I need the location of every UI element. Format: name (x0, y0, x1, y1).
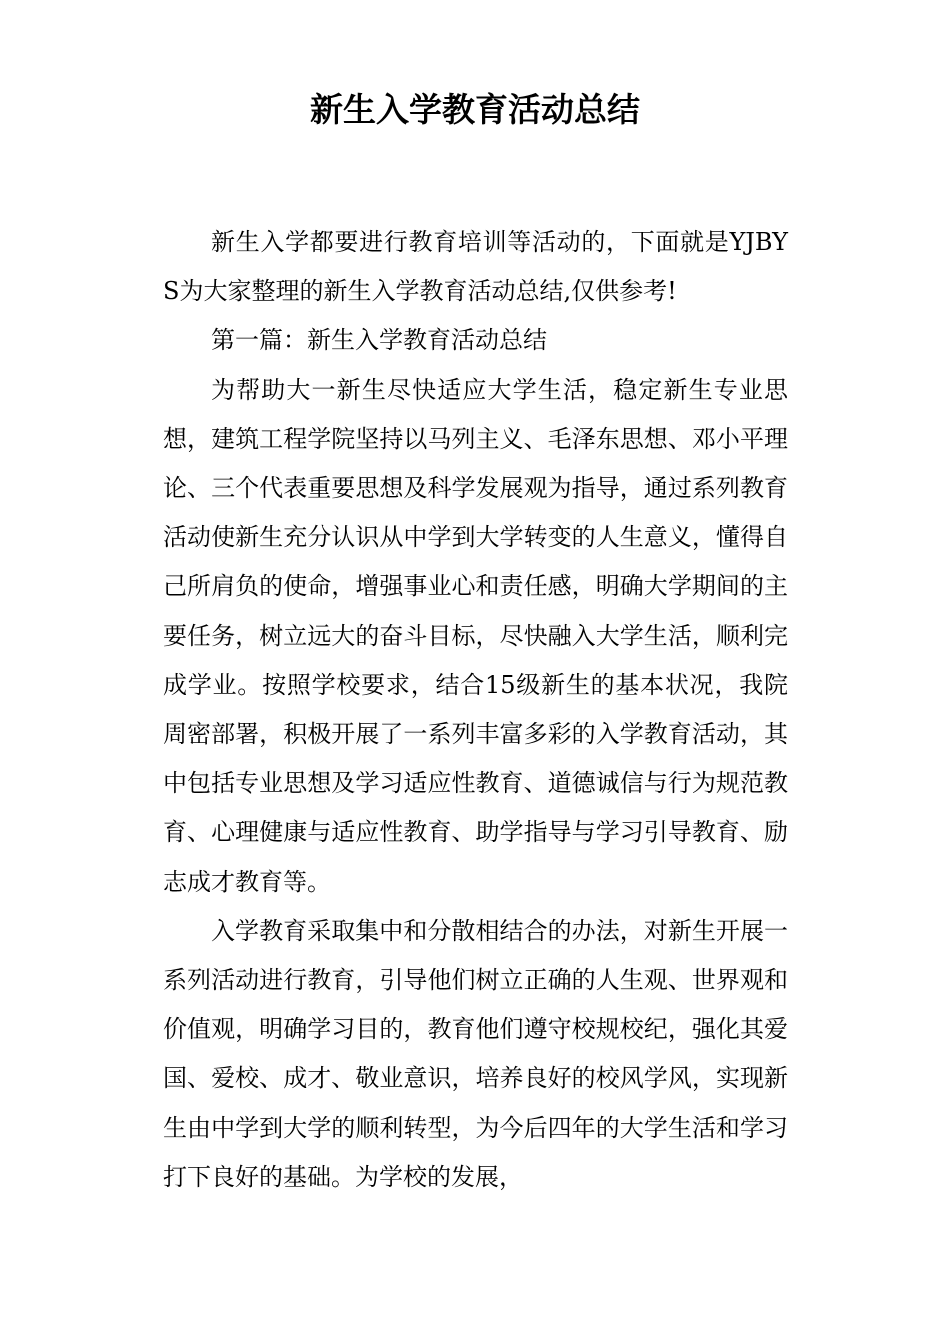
intro-paragraph: 新生入学都要进行教育培训等活动的，下面就是YJBYS为大家整理的新生入学教育活动总结,仅供参考! (163, 228, 788, 306)
body-paragraph: 入学教育采取集中和分散相结合的办法，对新生开展一系列活动进行教育，引导他们树立正确的人生观、世界观和价值观，明确学习目的，教育他们遵守校规校纪，强化其爱国、爱校、成才、敬业意识，培养良好的校风学风，实现新生由中学到大学的顺利转型，为今后四年的大学生活和学习打下良好的基础。为学校的发展， (163, 916, 788, 1191)
section-heading: 第一篇：新生入学教育活动总结 (211, 326, 547, 355)
body-paragraph: 为帮助大一新生尽快适应大学生活，稳定新生专业思想，建筑工程学院坚持以马列主义、毛泽东思想、邓小平理论、三个代表重要思想及科学发展观为指导，通过系列教育活动使新生充分认识从中学到大学转变的人生意义，懂得自己所肩负的使命，增强事业心和责任感，明确大学期间的主要任务，树立远大的奋斗目标，尽快融入大学生活，顺利完成学业。按照学校要求，结合15级新生的基本状况，我院周密部署，积极开展了一系列丰富多彩的入学教育活动，其中包括专业思想及学习适应性教育、道德诚信与行为规范教育、心理健康与适应性教育、助学指导与学习引导教育、励志成才教育等。 (163, 375, 788, 896)
document-body (163, 218, 788, 1202)
document-title: 新生入学教育活动总结 (310, 90, 640, 129)
